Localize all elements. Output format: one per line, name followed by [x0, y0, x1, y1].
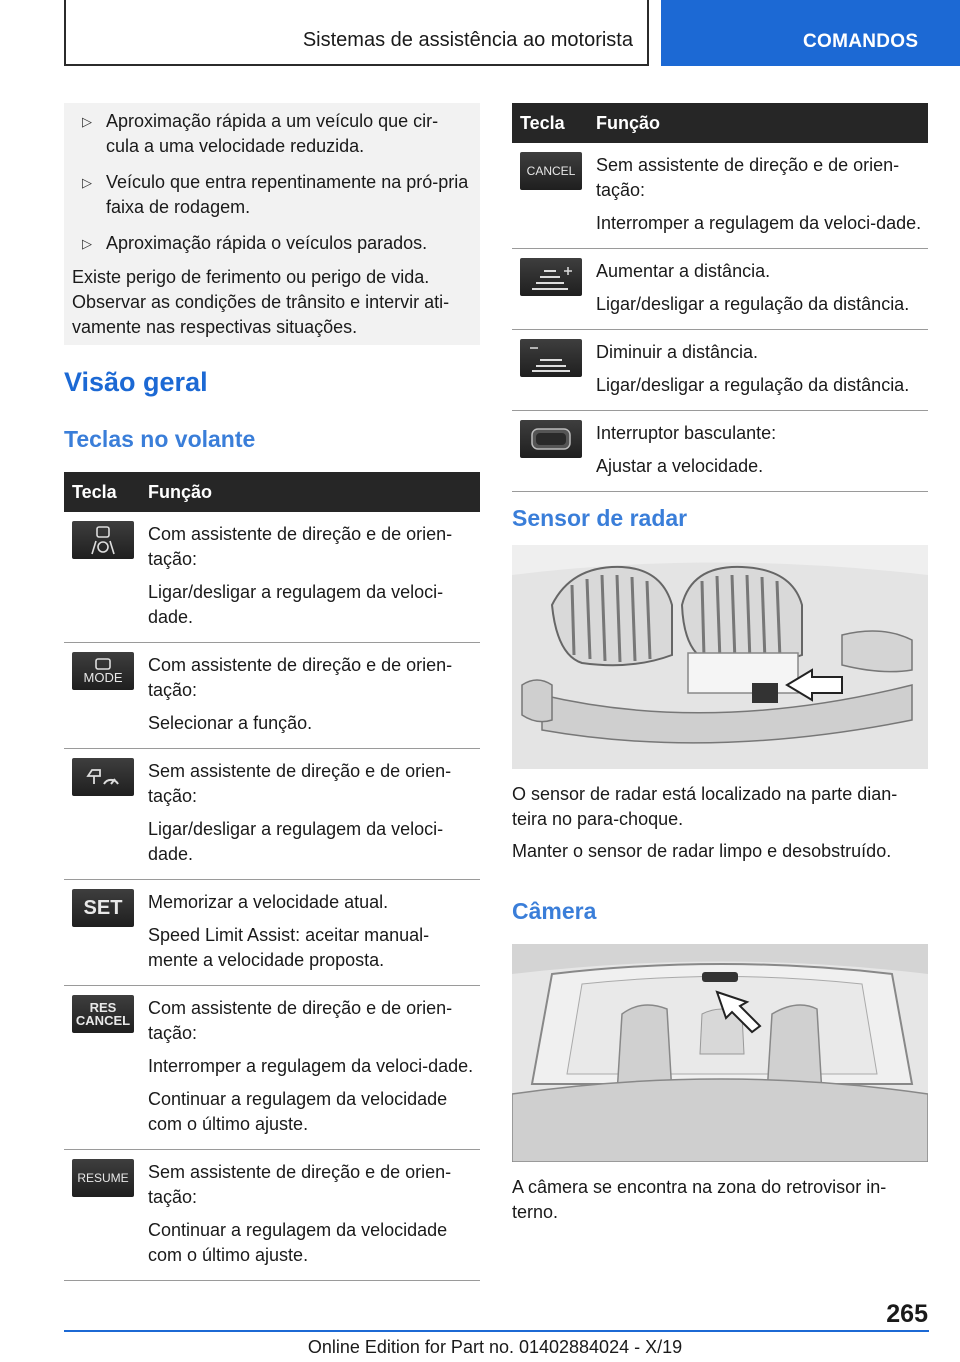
function-text: Memorizar a velocidade atual.	[148, 892, 389, 912]
cancel-icon: CANCEL	[520, 152, 582, 190]
function-text: Diminuir a distância.	[596, 342, 759, 362]
function-text: Interruptor basculante:	[596, 423, 777, 443]
warning-bullet: ▷ Aproximação rápida o veículos parados.	[72, 231, 470, 256]
function-text: Interromper a regulagem da veloci-dade.	[596, 213, 922, 233]
col-key-header: Tecla	[520, 113, 565, 133]
section-title: Sistemas de assistência ao motorista	[302, 29, 633, 51]
function-text: Com assistente de direção e de orien-tação:	[148, 998, 453, 1043]
table-row	[512, 143, 928, 249]
table-row	[64, 1150, 480, 1281]
table-header	[512, 103, 928, 143]
function-text: Com assistente de direção e de orien-tação:	[148, 524, 453, 569]
page-number: 265	[886, 1300, 928, 1328]
footer-divider	[64, 1330, 929, 1332]
warning-box	[64, 103, 480, 345]
steering-assist-icon	[72, 521, 134, 559]
footer-edition: Online Edition for Part no. 01402884024 - X/19	[307, 1337, 683, 1357]
function-text: Ajustar a velocidade.	[596, 456, 764, 476]
table-row	[512, 411, 928, 492]
res-cancel-icon: RES CANCEL	[72, 995, 134, 1033]
radar-paragraph: Manter o sensor de radar limpo e desobstruído.	[512, 841, 892, 861]
header-section-box	[64, 0, 649, 66]
function-text: Sem assistente de direção e de orien-tação:	[596, 155, 900, 200]
mode-icon: MODE	[72, 652, 134, 690]
table-row	[64, 986, 480, 1150]
distance-decrease-icon	[520, 339, 582, 377]
steering-keys-table	[64, 472, 480, 1281]
col-function-header: Função	[148, 482, 213, 502]
function-text: Com assistente de direção e de orien-tação:	[148, 655, 453, 700]
distance-keys-table	[512, 103, 928, 492]
bullet-triangle-icon: ▷	[82, 114, 92, 129]
function-text: Ligar/desligar a regulação da distância.	[596, 294, 910, 314]
warning-bullet: ▷ Aproximação rápida a um veículo que cir-cula a uma velocidade reduzida.	[82, 111, 439, 156]
set-icon: SET	[72, 889, 134, 927]
warning-text: Existe perigo de ferimento ou perigo de vida. Observar as condições de trânsito e intervir ati-vamente nas respectivas situações.	[72, 267, 450, 337]
col-function-header: Função	[596, 113, 661, 133]
camera-paragraph: A câmera se encontra na zona do retrovisor in-terno.	[512, 1177, 887, 1222]
bullet-triangle-icon: ▷	[82, 175, 92, 190]
table-row	[512, 330, 928, 411]
function-text: Ligar/desligar a regulagem da veloci-dade.	[148, 582, 444, 627]
col-key-header: Tecla	[72, 482, 117, 502]
function-text: Interromper a regulagem da veloci-dade.	[148, 1056, 474, 1076]
function-text: Selecionar a função.	[148, 713, 313, 733]
heading-overview: Visão geral	[64, 367, 208, 397]
table-row	[64, 512, 480, 643]
heading-radar: Sensor de radar	[512, 505, 688, 531]
warning-bullet: ▷ Veículo que entra repentinamente na pró-pria faixa de rodagem.	[82, 172, 469, 217]
function-text: Sem assistente de direção e de orien-tação:	[148, 1162, 452, 1207]
radar-paragraph: O sensor de radar está localizado na parte dian-teira no para-choque.	[512, 784, 898, 829]
cruise-control-icon	[72, 758, 134, 796]
heading-steering-keys: Teclas no volante	[64, 426, 256, 452]
table-header	[64, 472, 480, 512]
function-text: Ligar/desligar a regulação da distância.	[596, 375, 910, 395]
function-text: Speed Limit Assist: aceitar manual-mente a velocidade proposta.	[148, 925, 430, 970]
function-text: Ligar/desligar a regulagem da veloci-dade.	[148, 819, 444, 864]
table-row	[512, 249, 928, 330]
table-row	[64, 643, 480, 749]
radar-sensor-image	[512, 545, 928, 769]
function-text: Sem assistente de direção e de orien-tação:	[148, 761, 452, 806]
table-row	[64, 749, 480, 880]
rocker-switch-icon	[520, 420, 582, 458]
function-text: Continuar a regulagem da velocidade com o último ajuste.	[148, 1220, 448, 1265]
heading-camera: Câmera	[512, 898, 597, 924]
camera-image	[512, 944, 928, 1162]
table-row	[64, 880, 480, 986]
distance-increase-icon	[520, 258, 582, 296]
resume-icon: RESUME	[72, 1159, 134, 1197]
bullet-triangle-icon: ▷	[82, 236, 92, 251]
tab-comandos[interactable]: COMANDOS	[803, 31, 919, 52]
function-text: Continuar a regulagem da velocidade com o último ajuste.	[148, 1089, 448, 1134]
function-text: Aumentar a distância.	[596, 261, 771, 281]
header-tab[interactable]	[661, 0, 960, 66]
